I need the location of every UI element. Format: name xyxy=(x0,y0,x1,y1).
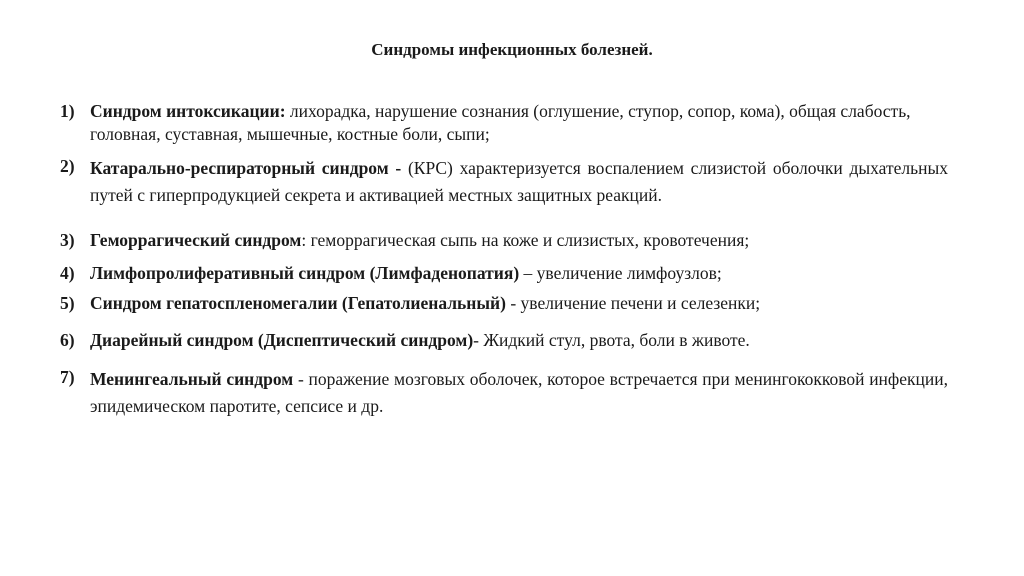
list-item-text xyxy=(90,262,948,285)
list-item-text xyxy=(90,229,948,252)
list-item-hemorrhagic xyxy=(60,229,948,252)
list-item-description: - Жидкий стул, рвота, боли в животе. xyxy=(473,330,750,350)
list-item-number: 5) xyxy=(60,293,75,313)
list-item-term: Катарально-респираторный синдром - xyxy=(90,158,402,178)
list-item-term: Лимфопролиферативный синдром (Лимфаденопатия) xyxy=(90,263,520,283)
list-item-description: лихорадка, нарушение сознания (оглушение, ступор, сопор, кома), общая слабость, головная, суставная, мышечные, костные боли, сыпи; xyxy=(90,101,911,144)
list-item-description: - увеличение печени и селезенки; xyxy=(505,293,761,313)
list-item-number: 7) xyxy=(60,367,75,387)
list-item-description: - поражение мозговых оболочек, которое встречается при менингококковой инфекции, эпидемическом паротите, сепсисе и др. xyxy=(90,369,949,416)
list-item-description: – увеличение лимфоузлов; xyxy=(519,263,722,283)
list-item-number: 2) xyxy=(60,156,75,176)
list-item-number: 6) xyxy=(60,330,75,350)
list-item-intoxication xyxy=(60,100,948,146)
list-item-meningeal xyxy=(60,366,948,420)
list-item-text xyxy=(90,100,948,146)
list-item-term: Синдром гепатоспленомегалии (Гепатолиенальный) xyxy=(90,293,506,313)
list-item-term: Менингеальный синдром xyxy=(90,369,294,389)
list-item-diarrheal xyxy=(60,329,948,352)
list-item-text xyxy=(90,329,948,352)
list-item-text xyxy=(90,155,948,209)
list-item-number: 1) xyxy=(60,101,75,121)
list-item-term: Геморрагический синдром xyxy=(90,230,302,250)
list-item-text xyxy=(90,366,948,420)
list-item-catarrhal-respiratory xyxy=(60,155,948,209)
list-item-number: 4) xyxy=(60,263,75,283)
list-item-description: : геморрагическая сыпь на коже и слизистых, кровотечения; xyxy=(301,230,750,250)
list-item-term: Синдром интоксикации: xyxy=(90,101,286,121)
list-item-term: Диарейный синдром (Диспептический синдром) xyxy=(90,330,474,350)
list-item-lymphoproliferative xyxy=(60,262,948,285)
list-item-number: 3) xyxy=(60,230,75,250)
list-item-hepatosplenomegaly xyxy=(60,292,948,315)
list-item-description: (КРС) характеризуется воспалением слизистой оболочки дыхательных путей с гиперпродукцией секрета и активацией местных защитных реакций. xyxy=(90,158,948,205)
slide-title: Синдромы инфекционных болезней. xyxy=(371,40,653,59)
list-item-text xyxy=(90,292,948,315)
